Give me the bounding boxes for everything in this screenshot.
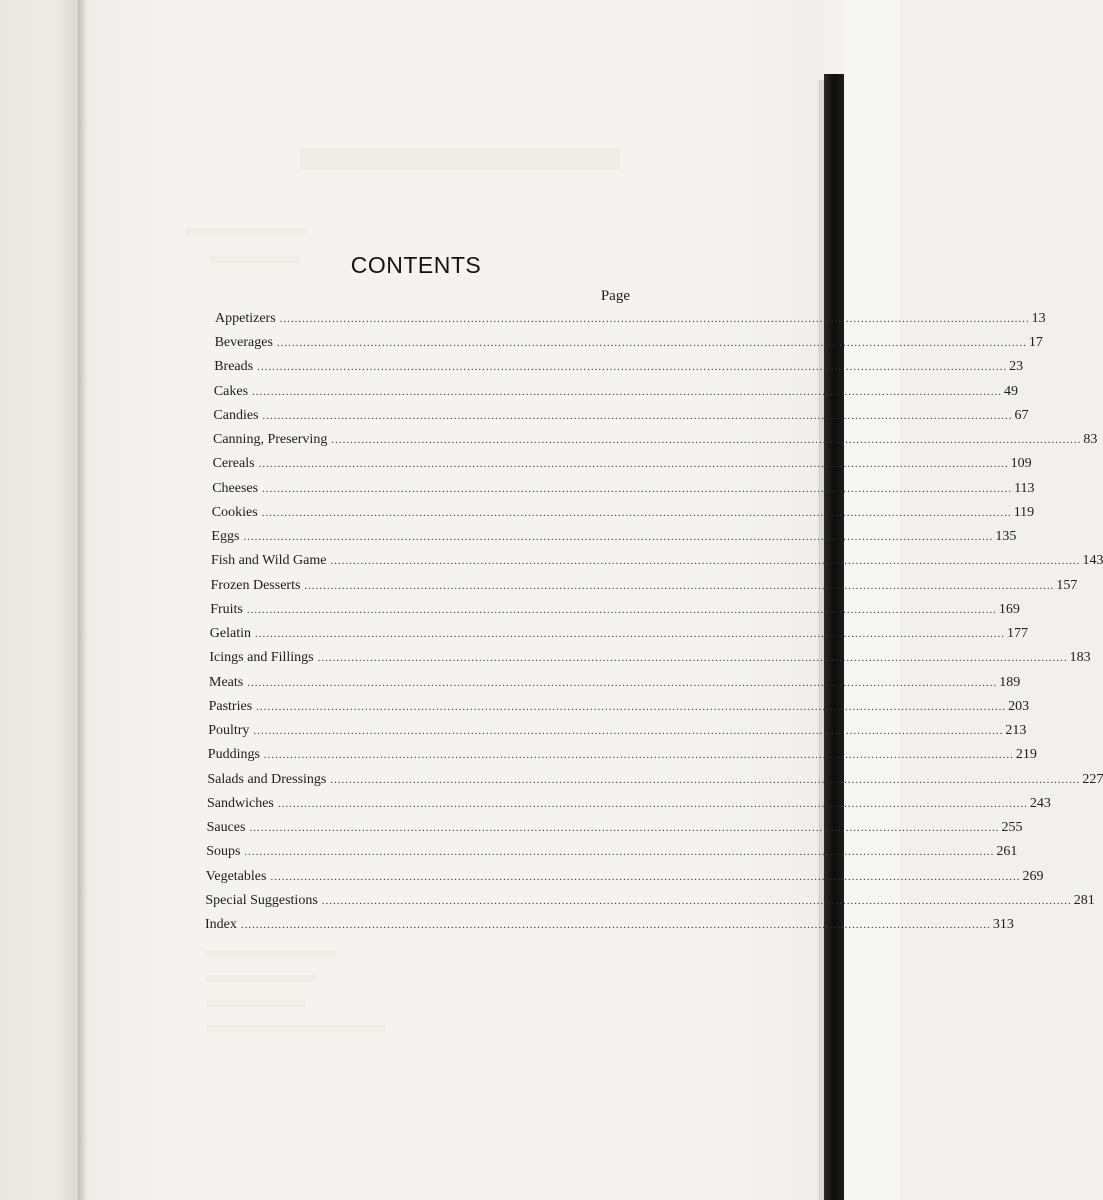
toc-entry bbox=[213, 432, 1098, 452]
dot-leader: ........................................................................................................................................................................................................ bbox=[276, 337, 1027, 350]
toc-entry-page-number: 109 bbox=[1010, 456, 1032, 472]
dot-leader: ........................................................................................................................................................................................................ bbox=[255, 628, 1006, 641]
toc-entry-label: Frozen Desserts bbox=[210, 577, 301, 593]
dot-leader: ........................................................................................................................................................................................................ bbox=[253, 725, 1004, 738]
toc-entry-page-number: 49 bbox=[1004, 383, 1019, 399]
toc-entry-page-number: 281 bbox=[1073, 892, 1095, 908]
dot-leader: ........................................................................................................................................................................................................ bbox=[270, 870, 1021, 883]
toc-entry-label: Index bbox=[205, 917, 237, 932]
dot-leader: ........................................................................................................................................................................................................ bbox=[263, 749, 1014, 762]
toc-entry-label: Icings and Fillings bbox=[209, 650, 314, 666]
toc-entry-label: Puddings bbox=[207, 747, 260, 763]
toc-entry-label: Fish and Wild Game bbox=[211, 553, 327, 569]
toc-entry-page-number: 23 bbox=[1009, 359, 1024, 375]
page-title: CONTENTS bbox=[350, 252, 482, 278]
toc-entry-label: Vegetables bbox=[205, 868, 267, 884]
toc-entry bbox=[206, 820, 1023, 840]
page-column-header: Page bbox=[600, 288, 630, 304]
toc-entry-label: Salads and Dressings bbox=[207, 771, 327, 787]
toc-entry-label: Candies bbox=[213, 407, 259, 423]
toc-entry-label: Sandwiches bbox=[207, 795, 274, 811]
dot-leader: ........................................................................................................................................................................................................ bbox=[262, 409, 1013, 422]
dot-leader: ........................................................................................................................................................................................................ bbox=[257, 361, 1008, 374]
toc-entry bbox=[211, 553, 1103, 573]
toc-entry bbox=[211, 529, 1017, 549]
dot-leader: ........................................................................................................................................................................................................ bbox=[330, 773, 1081, 786]
toc-entry bbox=[208, 723, 1027, 743]
toc-entry-page-number: 135 bbox=[995, 529, 1017, 545]
dot-leader: ........................................................................................................................................................................................................ bbox=[240, 919, 991, 931]
toc-entry bbox=[207, 747, 1037, 767]
toc-entry-page-number: 157 bbox=[1056, 577, 1078, 593]
toc-entry-page-number: 169 bbox=[998, 601, 1020, 617]
dot-leader: ........................................................................................................................................................................................................ bbox=[244, 846, 995, 859]
toc-entry-page-number: 13 bbox=[1031, 311, 1046, 326]
toc-entry-page-number: 113 bbox=[1014, 480, 1035, 496]
toc-entry-label: Appetizers bbox=[215, 311, 276, 326]
dot-leader: ........................................................................................................................................................................................................ bbox=[258, 458, 1009, 471]
toc-entry-page-number: 177 bbox=[1007, 626, 1029, 642]
toc-entry-page-number: 213 bbox=[1005, 723, 1027, 739]
toc-entry-page-number: 243 bbox=[1029, 795, 1051, 811]
toc-entry bbox=[210, 601, 1020, 622]
dot-leader: ........................................................................................................................................................................................................ bbox=[246, 603, 997, 616]
toc-entry bbox=[212, 456, 1032, 476]
toc-entry-page-number: 83 bbox=[1083, 432, 1098, 448]
dot-leader: ........................................................................................................................................................................................................ bbox=[321, 894, 1072, 907]
dot-leader: ........................................................................................................................................................................................................ bbox=[279, 313, 1030, 325]
dot-leader: ........................................................................................................................................................................................................ bbox=[331, 434, 1082, 447]
dot-leader: ........................................................................................................................................................................................................ bbox=[252, 385, 1003, 398]
dot-leader: ........................................................................................................................................................................................................ bbox=[249, 822, 1000, 835]
toc-entry-label: Canning, Preserving bbox=[213, 432, 328, 448]
toc-entry-label: Meats bbox=[209, 674, 244, 690]
toc-entry-label: Soups bbox=[206, 844, 241, 860]
toc-entry-page-number: 143 bbox=[1082, 553, 1103, 569]
toc-entry bbox=[205, 892, 1095, 913]
dot-leader: ........................................................................................................................................................................................................ bbox=[330, 555, 1081, 568]
toc-entry bbox=[213, 383, 1019, 404]
toc-entry bbox=[205, 917, 1014, 937]
toc-entry bbox=[212, 480, 1035, 501]
toc-entry-page-number: 17 bbox=[1028, 335, 1043, 351]
dot-leader: ........................................................................................................................................................................................................ bbox=[317, 652, 1068, 665]
toc-entry bbox=[214, 335, 1043, 355]
toc-entry-label: Breads bbox=[214, 359, 254, 375]
dot-leader: ........................................................................................................................................................................................................ bbox=[277, 797, 1028, 810]
toc-entry bbox=[211, 504, 1035, 525]
toc-entry-page-number: 255 bbox=[1001, 820, 1023, 836]
toc-entry bbox=[206, 844, 1018, 864]
toc-entry bbox=[205, 868, 1044, 889]
toc-entry-label: Cakes bbox=[213, 383, 249, 399]
toc-entry bbox=[209, 626, 1029, 646]
toc-entry bbox=[209, 650, 1091, 670]
toc-entry-label: Sauces bbox=[206, 820, 246, 836]
toc-entry bbox=[215, 311, 1046, 331]
toc-entry-page-number: 227 bbox=[1082, 771, 1103, 787]
dot-leader: ........................................................................................................................................................................................................ bbox=[262, 482, 1013, 495]
toc-entry-page-number: 261 bbox=[996, 844, 1018, 860]
toc-entry bbox=[207, 795, 1051, 816]
toc-entry-page-number: 313 bbox=[992, 917, 1014, 932]
toc-entry-label: Gelatin bbox=[209, 626, 252, 642]
toc-entry-label: Cookies bbox=[211, 504, 258, 520]
toc-entry-label: Poultry bbox=[208, 723, 250, 739]
dot-leader: ........................................................................................................................................................................................................ bbox=[247, 676, 998, 689]
dot-leader: ........................................................................................................................................................................................................ bbox=[256, 700, 1007, 713]
toc-entry-label: Pastries bbox=[208, 698, 253, 714]
toc-entry-label: Beverages bbox=[214, 335, 273, 351]
toc-entry bbox=[210, 577, 1078, 598]
toc-entry bbox=[209, 674, 1021, 695]
toc-entry bbox=[208, 698, 1030, 719]
toc-entry-page-number: 269 bbox=[1022, 868, 1044, 884]
toc-entry-label: Special Suggestions bbox=[205, 892, 318, 908]
toc-entry bbox=[207, 771, 1103, 792]
dot-leader: ........................................................................................................................................................................................................ bbox=[261, 506, 1012, 519]
dot-leader: ........................................................................................................................................................................................................ bbox=[243, 531, 994, 544]
toc-entry-label: Cheeses bbox=[212, 480, 259, 496]
toc-entry-label: Cereals bbox=[212, 456, 255, 472]
toc-entry-page-number: 67 bbox=[1014, 407, 1029, 423]
toc-entry-page-number: 183 bbox=[1069, 650, 1091, 666]
toc-entry-page-number: 189 bbox=[999, 674, 1021, 690]
toc-entry-label: Fruits bbox=[210, 601, 243, 617]
toc-entry bbox=[213, 407, 1029, 428]
dot-leader: ........................................................................................................................................................................................................ bbox=[304, 579, 1055, 592]
toc-entry-page-number: 219 bbox=[1015, 747, 1037, 763]
toc-entry-page-number: 119 bbox=[1013, 504, 1035, 520]
toc-entry-page-number: 203 bbox=[1008, 698, 1030, 714]
toc-entry bbox=[214, 359, 1024, 379]
toc-entry-label: Eggs bbox=[211, 529, 240, 545]
